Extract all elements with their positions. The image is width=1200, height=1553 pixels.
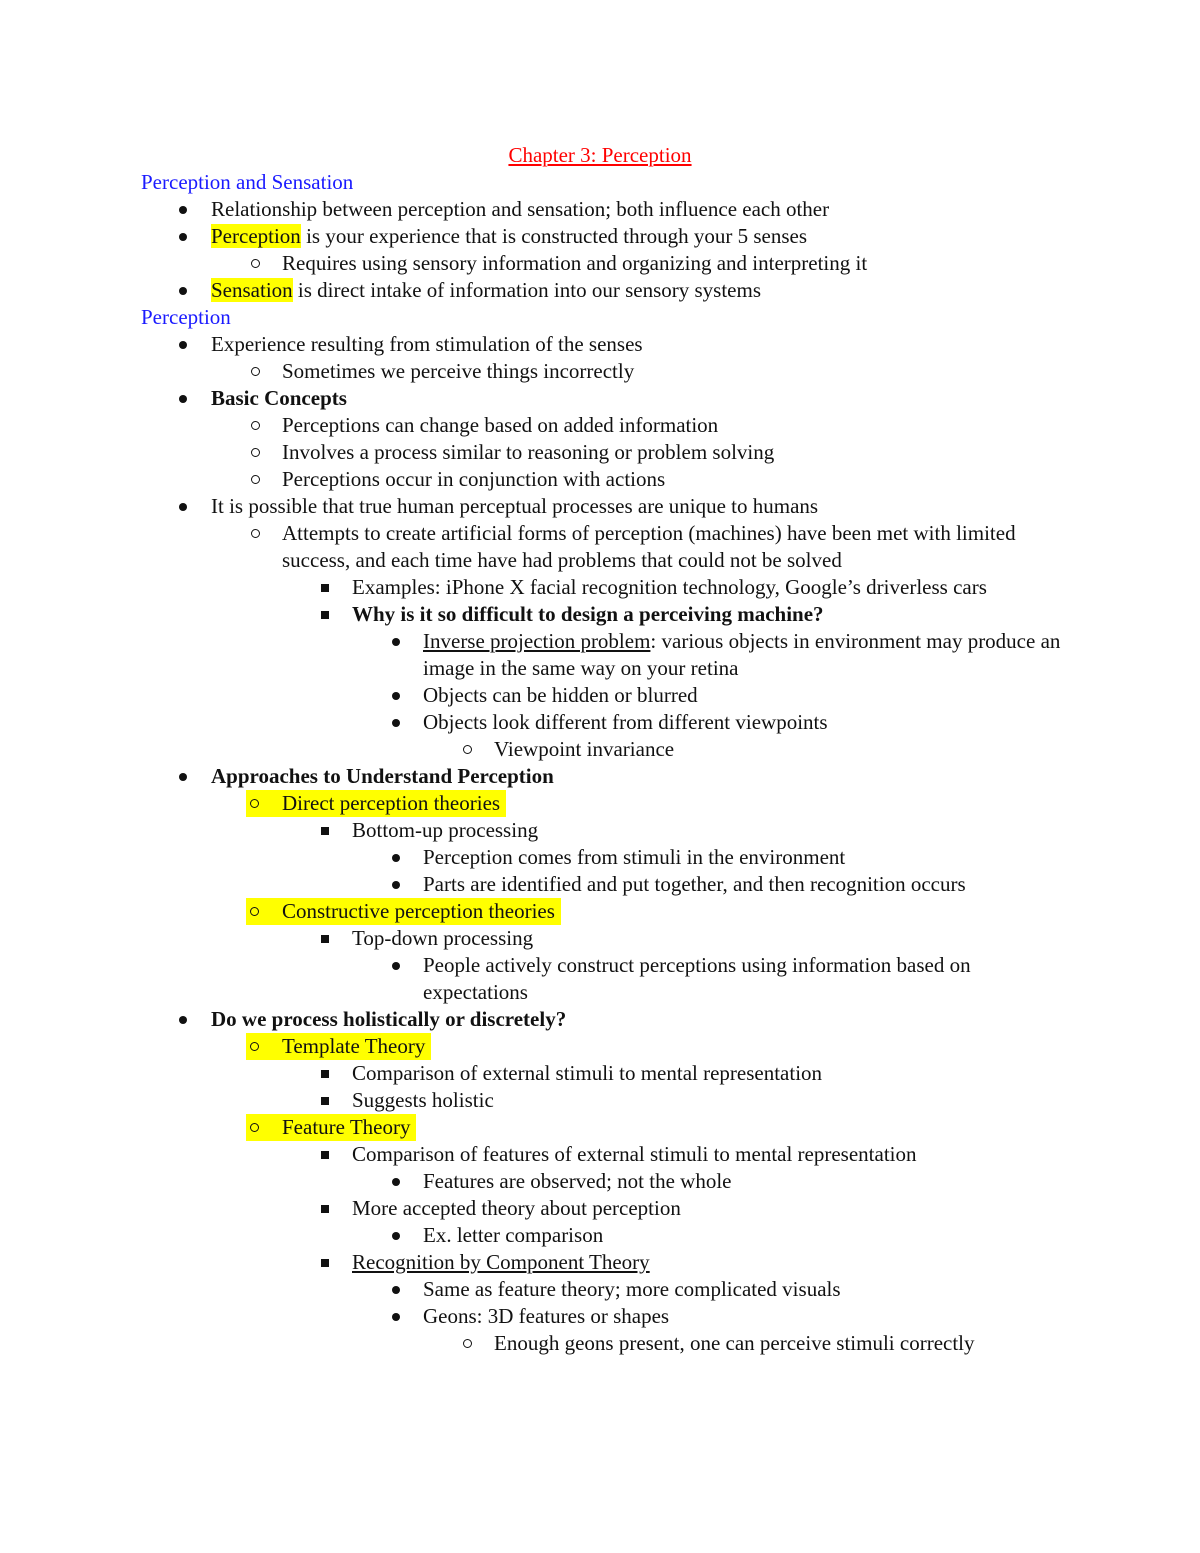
disc-bullet-icon (388, 871, 404, 898)
highlighted-term-feature: Feature Theory (282, 1115, 411, 1139)
list-item-text: Enough geons present, one can perceive stimuli correctly (494, 1331, 975, 1355)
list-item (141, 736, 1061, 763)
list-item-text: Features are observed; not the whole (423, 1169, 732, 1193)
disc-bullet-icon (175, 763, 191, 790)
list-item (141, 844, 1061, 871)
circle-bullet-icon (247, 250, 263, 277)
list-item (141, 601, 1061, 628)
circle-bullet-icon (247, 520, 263, 547)
list-item (141, 763, 1061, 790)
list-item (141, 1303, 1061, 1330)
list-item (141, 1222, 1061, 1249)
list-item (141, 223, 1061, 250)
list-item (141, 250, 1061, 277)
disc-bullet-icon (175, 277, 191, 304)
list-item (141, 385, 1061, 412)
square-bullet-icon (317, 601, 333, 628)
list-item (141, 493, 1061, 520)
list-item-text: : various objects in environment may produce an image in the same way on your retina (423, 629, 1061, 680)
list-item (141, 520, 1042, 574)
list-item-text: Relationship between perception and sensation; both influence each other (211, 197, 830, 221)
square-bullet-icon (317, 574, 333, 601)
disc-bullet-icon (388, 709, 404, 736)
disc-bullet-icon (175, 493, 191, 520)
disc-bullet-icon (388, 844, 404, 871)
list-item-text: Comparison of features of external stimuli to mental representation (352, 1142, 917, 1166)
circle-bullet-icon (246, 1033, 262, 1060)
underlined-term-rbc: Recognition by Component Theory (352, 1250, 650, 1274)
disc-bullet-icon (175, 1006, 191, 1033)
list-item-text: Why is it so difficult to design a perceiving machine? (352, 602, 824, 626)
list-item (141, 1006, 1061, 1033)
list-item-text: Objects look different from different viewpoints (423, 710, 828, 734)
page-title: Chapter 3: Perception (508, 143, 692, 167)
disc-bullet-icon (388, 1222, 404, 1249)
highlighted-item (246, 1033, 431, 1060)
list-item-text: Involves a process similar to reasoning or problem solving (282, 440, 775, 464)
disc-bullet-icon (175, 223, 191, 250)
disc-bullet-icon (175, 385, 191, 412)
list-item-text: It is possible that true human perceptual processes are unique to humans (211, 494, 819, 518)
list-item (141, 1168, 1061, 1195)
list-item-text: Suggests holistic (352, 1088, 494, 1112)
disc-bullet-icon (388, 1168, 404, 1195)
square-bullet-icon (317, 1141, 333, 1168)
section-heading-perception-and-sensation: Perception and Sensation (141, 170, 354, 194)
list-item-text: Comparison of external stimuli to mental representation (352, 1061, 823, 1085)
list-item-text: More accepted theory about perception (352, 1196, 681, 1220)
list-item-text: Objects can be hidden or blurred (423, 683, 698, 707)
highlighted-item (246, 790, 506, 817)
square-bullet-icon (317, 925, 333, 952)
list-item (141, 790, 1061, 817)
disc-bullet-icon (175, 196, 191, 223)
list-item-text: Examples: iPhone X facial recognition technology, Google’s driverless cars (352, 575, 987, 599)
section-heading-perception: Perception (141, 305, 231, 329)
disc-bullet-icon (388, 952, 404, 979)
list-item-text: People actively construct perceptions using information based on expectations (423, 953, 971, 1004)
list-item-text: is direct intake of information into our sensory systems (292, 278, 762, 302)
list-item (141, 952, 1063, 1006)
list-item (141, 277, 1061, 304)
underlined-term-inverse-projection: Inverse projection problem (423, 629, 651, 653)
circle-bullet-icon (459, 736, 475, 763)
list-item (141, 682, 1061, 709)
list-item-text: Sometimes we perceive things incorrectly (282, 359, 635, 383)
list-item (141, 412, 1061, 439)
notes-body (141, 169, 1061, 1357)
list-item (141, 1114, 1061, 1141)
list-item-text: Bottom-up processing (352, 818, 539, 842)
list-item (141, 574, 1032, 601)
disc-bullet-icon (388, 682, 404, 709)
highlighted-term-perception: Perception (211, 224, 301, 248)
disc-bullet-icon (175, 331, 191, 358)
list-item (141, 898, 1061, 925)
highlighted-item (246, 1114, 416, 1141)
list-item-text: Perception comes from stimuli in the environment (423, 845, 846, 869)
circle-bullet-icon (246, 790, 262, 817)
list-item-text: Geons: 3D features or shapes (423, 1304, 670, 1328)
highlighted-term-constructive: Constructive perception theories (282, 899, 555, 923)
list-item (141, 871, 1061, 898)
circle-bullet-icon (247, 358, 263, 385)
list-item (141, 331, 1061, 358)
list-item (141, 439, 1061, 466)
circle-bullet-icon (459, 1330, 475, 1357)
square-bullet-icon (317, 1087, 333, 1114)
list-item (141, 1141, 1061, 1168)
square-bullet-icon (317, 817, 333, 844)
disc-bullet-icon (388, 1303, 404, 1330)
highlighted-term-sensation: Sensation (211, 278, 293, 302)
list-item-text: Perceptions occur in conjunction with actions (282, 467, 666, 491)
disc-bullet-icon (388, 628, 404, 655)
circle-bullet-icon (247, 439, 263, 466)
list-item-text: Experience resulting from stimulation of the senses (211, 332, 643, 356)
circle-bullet-icon (246, 1114, 262, 1141)
list-item (141, 1330, 1061, 1357)
highlighted-term-direct: Direct perception theories (282, 791, 501, 815)
list-item-text: Same as feature theory; more complicated visuals (423, 1277, 841, 1301)
list-item (141, 196, 1061, 223)
list-item (141, 466, 1061, 493)
circle-bullet-icon (246, 898, 262, 925)
list-item-text: Viewpoint invariance (494, 737, 675, 761)
list-item-text: Attempts to create artificial forms of perception (machines) have been met with limited success, and each time have had problems that could not be solved (282, 521, 1016, 572)
subheading-basic-concepts: Basic Concepts (211, 386, 347, 410)
square-bullet-icon (317, 1060, 333, 1087)
list-item-text: is your experience that is constructed through your 5 senses (300, 224, 808, 248)
list-item (141, 817, 1061, 844)
list-item-text: Perceptions can change based on added information (282, 413, 719, 437)
square-bullet-icon (317, 1195, 333, 1222)
list-item (141, 1060, 1061, 1087)
disc-bullet-icon (388, 1276, 404, 1303)
list-item (141, 1276, 1061, 1303)
list-item (141, 628, 1063, 682)
list-item (141, 358, 1061, 385)
list-item-text: Parts are identified and put together, and then recognition occurs (423, 872, 966, 896)
list-item-text: Requires using sensory information and organizing and interpreting it (282, 251, 868, 275)
list-item (141, 1195, 1061, 1222)
list-item (141, 925, 1061, 952)
list-item-text: Ex. letter comparison (423, 1223, 604, 1247)
list-item-text: Top-down processing (352, 926, 534, 950)
highlighted-term-template: Template Theory (282, 1034, 426, 1058)
list-item (141, 1249, 1061, 1276)
list-item (141, 1087, 1061, 1114)
subheading-holistic-question: Do we process holistically or discretely? (211, 1007, 567, 1031)
highlighted-item (246, 898, 561, 925)
circle-bullet-icon (247, 466, 263, 493)
circle-bullet-icon (247, 412, 263, 439)
list-item (141, 1033, 1061, 1060)
list-item (141, 709, 1061, 736)
subheading-approaches: Approaches to Understand Perception (211, 764, 554, 788)
square-bullet-icon (317, 1249, 333, 1276)
